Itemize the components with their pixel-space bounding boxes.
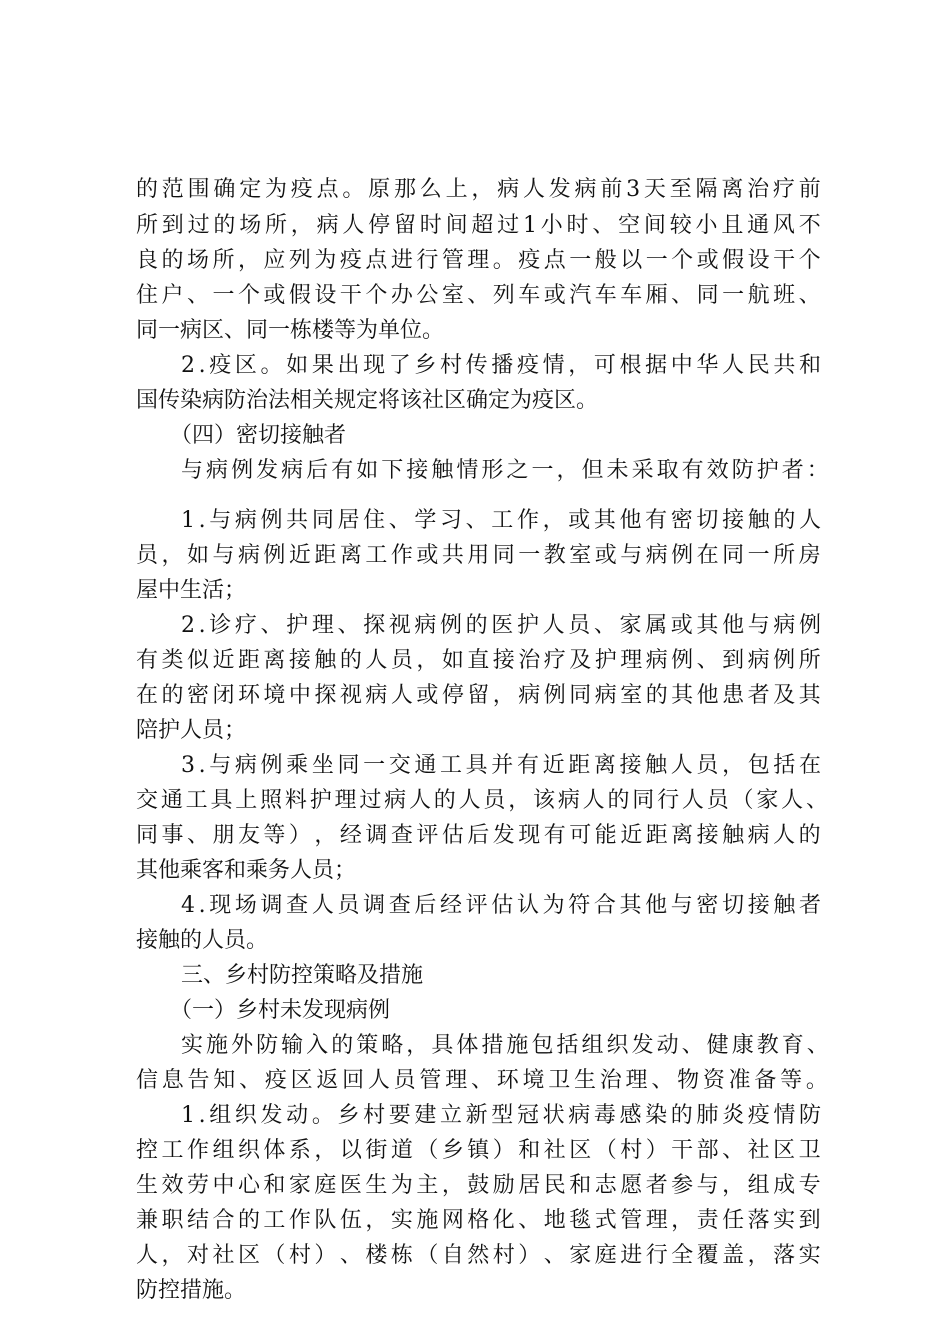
text-line: 交 通 工 具 上 照 料 护 理 过 病 人 的 人 员 ， 该 病 人 的 同 行 人 员 （ 家 人 、 [136, 788, 828, 813]
text-line: 屋中生活； [136, 578, 247, 603]
text-line: 其他乘客和乘务人员； [136, 858, 357, 883]
section-heading: 三、乡村防控策略及措施 [181, 963, 424, 988]
text-line: 良 的 场 所 ， 应 列 为 疫 点 进 行 管 理 。 疫 点 一 般 以 一 个 或 假 设 干 个 [136, 248, 821, 273]
text-line: 所 到 过 的 场 所 ， 病 人 停 留 时 间 超 过 1 小 时 、 空 间 较 小 且 通 风 不 [136, 213, 821, 238]
section-heading: （四）密切接触者 [170, 423, 347, 448]
text-line: 与 病 例 发 病 后 有 如 下 接 触 情 形 之 一 ， 但 未 采 取 有 效 防 护 者 ： [181, 458, 829, 483]
text-line: 1 . 与 病 例 共 同 居 住 、 学 习 、 工 作 ， 或 其 他 有 密 切 接 触 的 人 [181, 508, 821, 533]
text-line: 同 事 、 朋 友 等 ） ， 经 调 查 评 估 后 发 现 有 可 能 近 距 离 接 触 病 人 的 [136, 823, 821, 848]
text-line: 有 类 似 近 距 离 接 触 的 人 员 ， 如 直 接 治 疗 及 护 理 病 例 、 到 病 例 所 [136, 648, 821, 673]
section-heading: （一）乡村未发现病例 [170, 998, 391, 1023]
text-line: 的 范 围 确 定 为 疫 点 。 原 那 么 上 ， 病 人 发 病 前 3 天 至 隔 离 治 疗 前 [136, 177, 821, 202]
text-line: 陪护人员； [136, 718, 247, 743]
text-line: 在 的 密 闭 环 境 中 探 视 病 人 或 停 留 ， 病 例 同 病 室 的 其 他 患 者 及 其 [136, 683, 821, 708]
text-line: 兼 职 结 合 的 工 作 队 伍 ， 实 施 网 格 化 、 地 毯 式 管 理 ， 责 任 落 实 到 [136, 1208, 821, 1233]
text-line: 生 效 劳 中 心 和 家 庭 医 生 为 主 ， 鼓 励 居 民 和 志 愿 者 参 与 ， 组 成 专 [136, 1173, 821, 1198]
text-line: 3 . 与 病 例 乘 坐 同 一 交 通 工 具 并 有 近 距 离 接 触 人 员 ， 包 括 在 [181, 753, 821, 778]
text-line: 防控措施。 [136, 1278, 247, 1303]
text-line: 信 息 告 知 、 疫 区 返 回 人 员 管 理 、 环 境 卫 生 治 理 、 物 资 准 备 等 。 [136, 1068, 828, 1093]
text-line: 2 . 疫 区 。 如 果 出 现 了 乡 村 传 播 疫 情 ， 可 根 据 中 华 人 民 共 和 [181, 353, 821, 378]
text-line: 人 ， 对 社 区 （ 村 ） 、 楼 栋 （ 自 然 村 ） 、 家 庭 进 行 全 覆 盖 ， 落 实 [136, 1243, 821, 1268]
text-line: 接触的人员。 [136, 928, 269, 953]
text-line: 2 . 诊 疗 、 护 理 、 探 视 病 例 的 医 护 人 员 、 家 属 或 其 他 与 病 例 [181, 613, 821, 638]
text-line: 实 施 外 防 输 入 的 策 略 ， 具 体 措 施 包 括 组 织 发 动 、 健 康 教 育 、 [181, 1033, 829, 1058]
text-line: 4 . 现 场 调 查 人 员 调 查 后 经 评 估 认 为 符 合 其 他 与 密 切 接 触 者 [181, 893, 821, 918]
text-line: 同一病区、同一栋楼等为单位。 [136, 318, 445, 343]
text-line: 住 户 、 一 个 或 假 设 干 个 办 公 室 、 列 车 或 汽 车 车 厢 、 同 一 航 班 、 [136, 283, 821, 308]
text-line: 员 ， 如 与 病 例 近 距 离 工 作 或 共 用 同 一 教 室 或 与 病 例 在 同 一 所 房 [136, 543, 821, 568]
text-line: 国传染病防治法相关规定将该社区确定为疫区。 [136, 388, 599, 413]
text-line: 控 工 作 组 织 体 系 ， 以 街 道 （ 乡 镇 ） 和 社 区 （ 村 ） 干 部 、 社 区 卫 [136, 1138, 821, 1163]
text-line: 1 . 组 织 发 动 。 乡 村 要 建 立 新 型 冠 状 病 毒 感 染 的 肺 炎 疫 情 防 [181, 1103, 821, 1128]
